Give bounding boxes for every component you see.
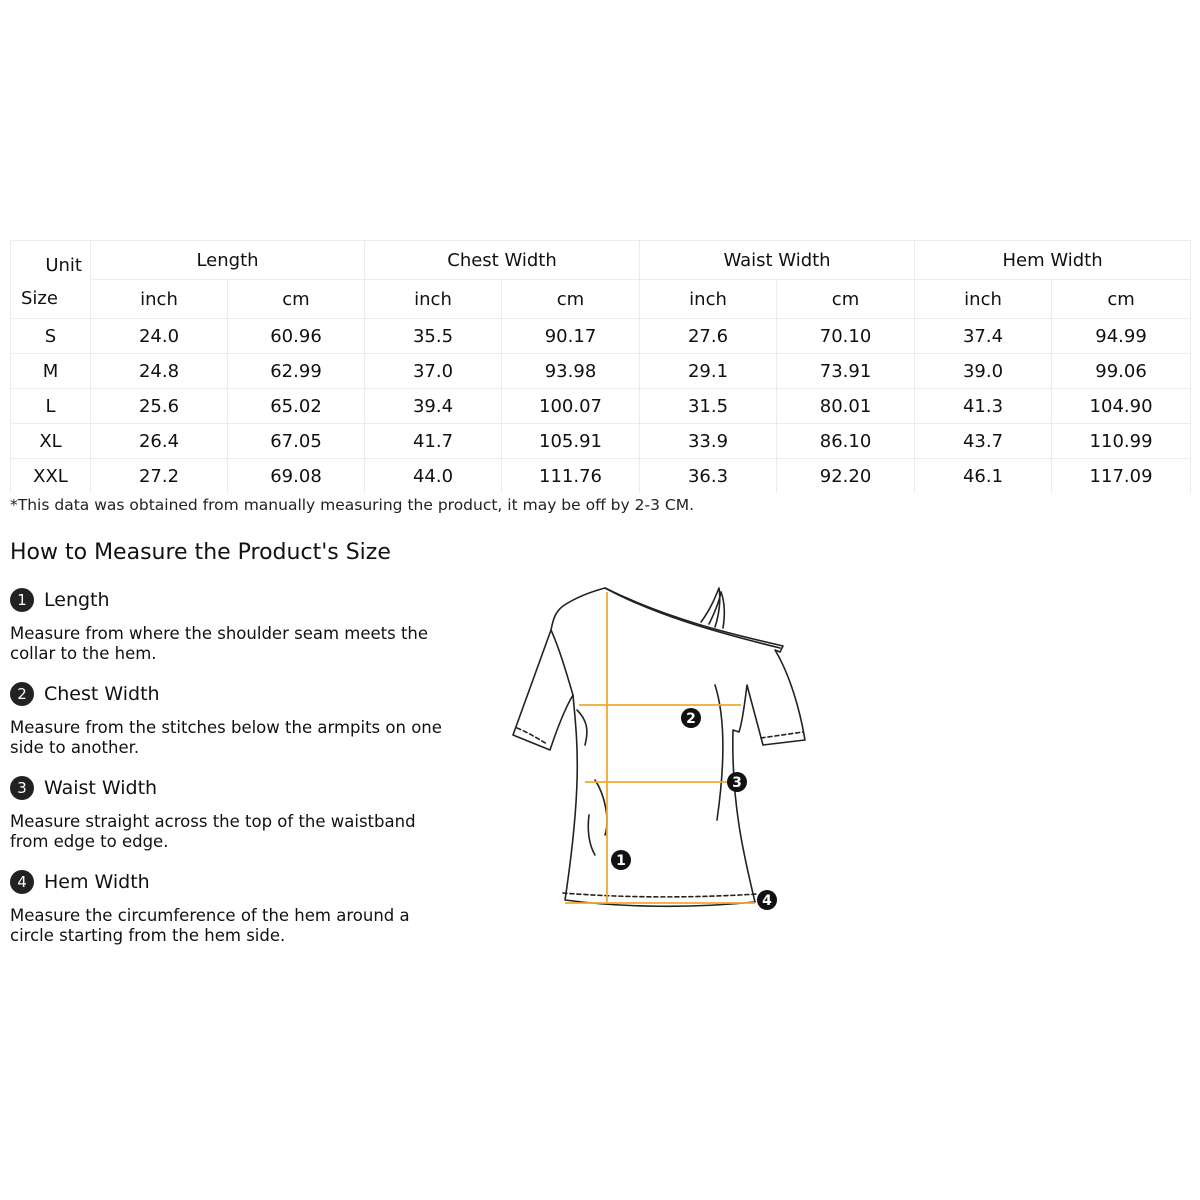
size-header: Size [11, 280, 91, 319]
subunit-inch: inch [365, 280, 502, 319]
step-description: Measure the circumference of the hem around a circle starting from the hem side. [10, 906, 410, 945]
table-cell: 93.98 [502, 354, 640, 389]
table-cell: M [11, 354, 91, 389]
table-cell: 90.17 [502, 319, 640, 354]
howto-title: How to Measure the Product's Size [10, 540, 391, 565]
table-cell: 62.99 [228, 354, 365, 389]
svg-text:3: 3 [732, 775, 742, 791]
subunit-cm: cm [777, 280, 915, 319]
table-cell: 44.0 [365, 459, 502, 494]
table-row [11, 319, 1191, 354]
subunit-cm: cm [502, 280, 640, 319]
table-cell: 104.90 [1052, 389, 1191, 424]
table-cell: 100.07 [502, 389, 640, 424]
header-waist-width: Waist Width [640, 241, 915, 280]
header-row-measures [11, 241, 1191, 280]
svg-text:1: 1 [616, 853, 626, 869]
table-cell: 36.3 [640, 459, 777, 494]
step-description: Measure from where the shoulder seam meets the collar to the hem. [10, 624, 429, 663]
table-cell: 94.99 [1052, 319, 1191, 354]
table-cell: 41.7 [365, 424, 502, 459]
step-title: Hem Width [44, 871, 150, 893]
step-title: Waist Width [44, 777, 158, 799]
table-cell: 110.99 [1052, 424, 1191, 459]
table-cell: 111.76 [502, 459, 640, 494]
table-cell: 35.5 [365, 319, 502, 354]
step-title: Length [44, 589, 110, 611]
table-cell: 46.1 [915, 459, 1052, 494]
table-cell: 39.0 [915, 354, 1052, 389]
table-cell: 69.08 [228, 459, 365, 494]
table-cell: XXL [11, 459, 91, 494]
subunit-cm: cm [228, 280, 365, 319]
measurement-note: *This data was obtained from manually measuring the product, it may be off by 2-3 CM. [10, 496, 694, 514]
step-hem-width [10, 870, 450, 946]
table-cell: 99.06 [1052, 354, 1191, 389]
table-cell: 24.0 [91, 319, 228, 354]
step-number-badge: 1 [10, 588, 34, 612]
subunit-inch: inch [91, 280, 228, 319]
table-cell: 86.10 [777, 424, 915, 459]
header-row-units [11, 280, 1191, 319]
subunit-inch: inch [915, 280, 1052, 319]
marker-1 [611, 850, 631, 870]
table-cell: 41.3 [915, 389, 1052, 424]
step-title: Chest Width [44, 683, 160, 705]
step-number-badge: 4 [10, 870, 34, 894]
table-cell: 26.4 [91, 424, 228, 459]
one-shoulder-top-sketch-icon [505, 580, 815, 920]
size-chart-table [10, 240, 1191, 493]
marker-2 [681, 708, 701, 728]
table-cell: 24.8 [91, 354, 228, 389]
table-cell: 39.4 [365, 389, 502, 424]
table-row [11, 389, 1191, 424]
subunit-inch: inch [640, 280, 777, 319]
table-cell: 92.20 [777, 459, 915, 494]
step-description: Measure from the stitches below the armpits on one side to another. [10, 718, 442, 757]
svg-text:2: 2 [686, 711, 696, 727]
step-waist-width [10, 776, 450, 852]
table-cell: 31.5 [640, 389, 777, 424]
step-number-badge: 2 [10, 682, 34, 706]
step-length [10, 588, 450, 664]
table-row [11, 424, 1191, 459]
marker-4 [757, 890, 777, 910]
table-cell: 29.1 [640, 354, 777, 389]
table-cell: XL [11, 424, 91, 459]
unit-header: Unit [11, 241, 91, 280]
svg-text:4: 4 [762, 893, 772, 909]
marker-3 [727, 772, 747, 792]
table-cell: 70.10 [777, 319, 915, 354]
header-length: Length [91, 241, 365, 280]
subunit-cm: cm [1052, 280, 1191, 319]
table-cell: S [11, 319, 91, 354]
step-number-badge: 3 [10, 776, 34, 800]
table-cell: 33.9 [640, 424, 777, 459]
table-cell: 80.01 [777, 389, 915, 424]
table-cell: 73.91 [777, 354, 915, 389]
table-cell: 27.6 [640, 319, 777, 354]
table-cell: 37.0 [365, 354, 502, 389]
table-cell: 43.7 [915, 424, 1052, 459]
table-cell: L [11, 389, 91, 424]
table-cell: 105.91 [502, 424, 640, 459]
header-hem-width: Hem Width [915, 241, 1191, 280]
table-cell: 67.05 [228, 424, 365, 459]
table-row [11, 354, 1191, 389]
step-description: Measure straight across the top of the waistband from edge to edge. [10, 812, 416, 851]
table-cell: 65.02 [228, 389, 365, 424]
step-chest-width [10, 682, 450, 758]
header-chest-width: Chest Width [365, 241, 640, 280]
table-cell: 27.2 [91, 459, 228, 494]
table-row [11, 459, 1191, 494]
table-cell: 37.4 [915, 319, 1052, 354]
table-cell: 25.6 [91, 389, 228, 424]
table-cell: 60.96 [228, 319, 365, 354]
table-cell: 117.09 [1052, 459, 1191, 494]
